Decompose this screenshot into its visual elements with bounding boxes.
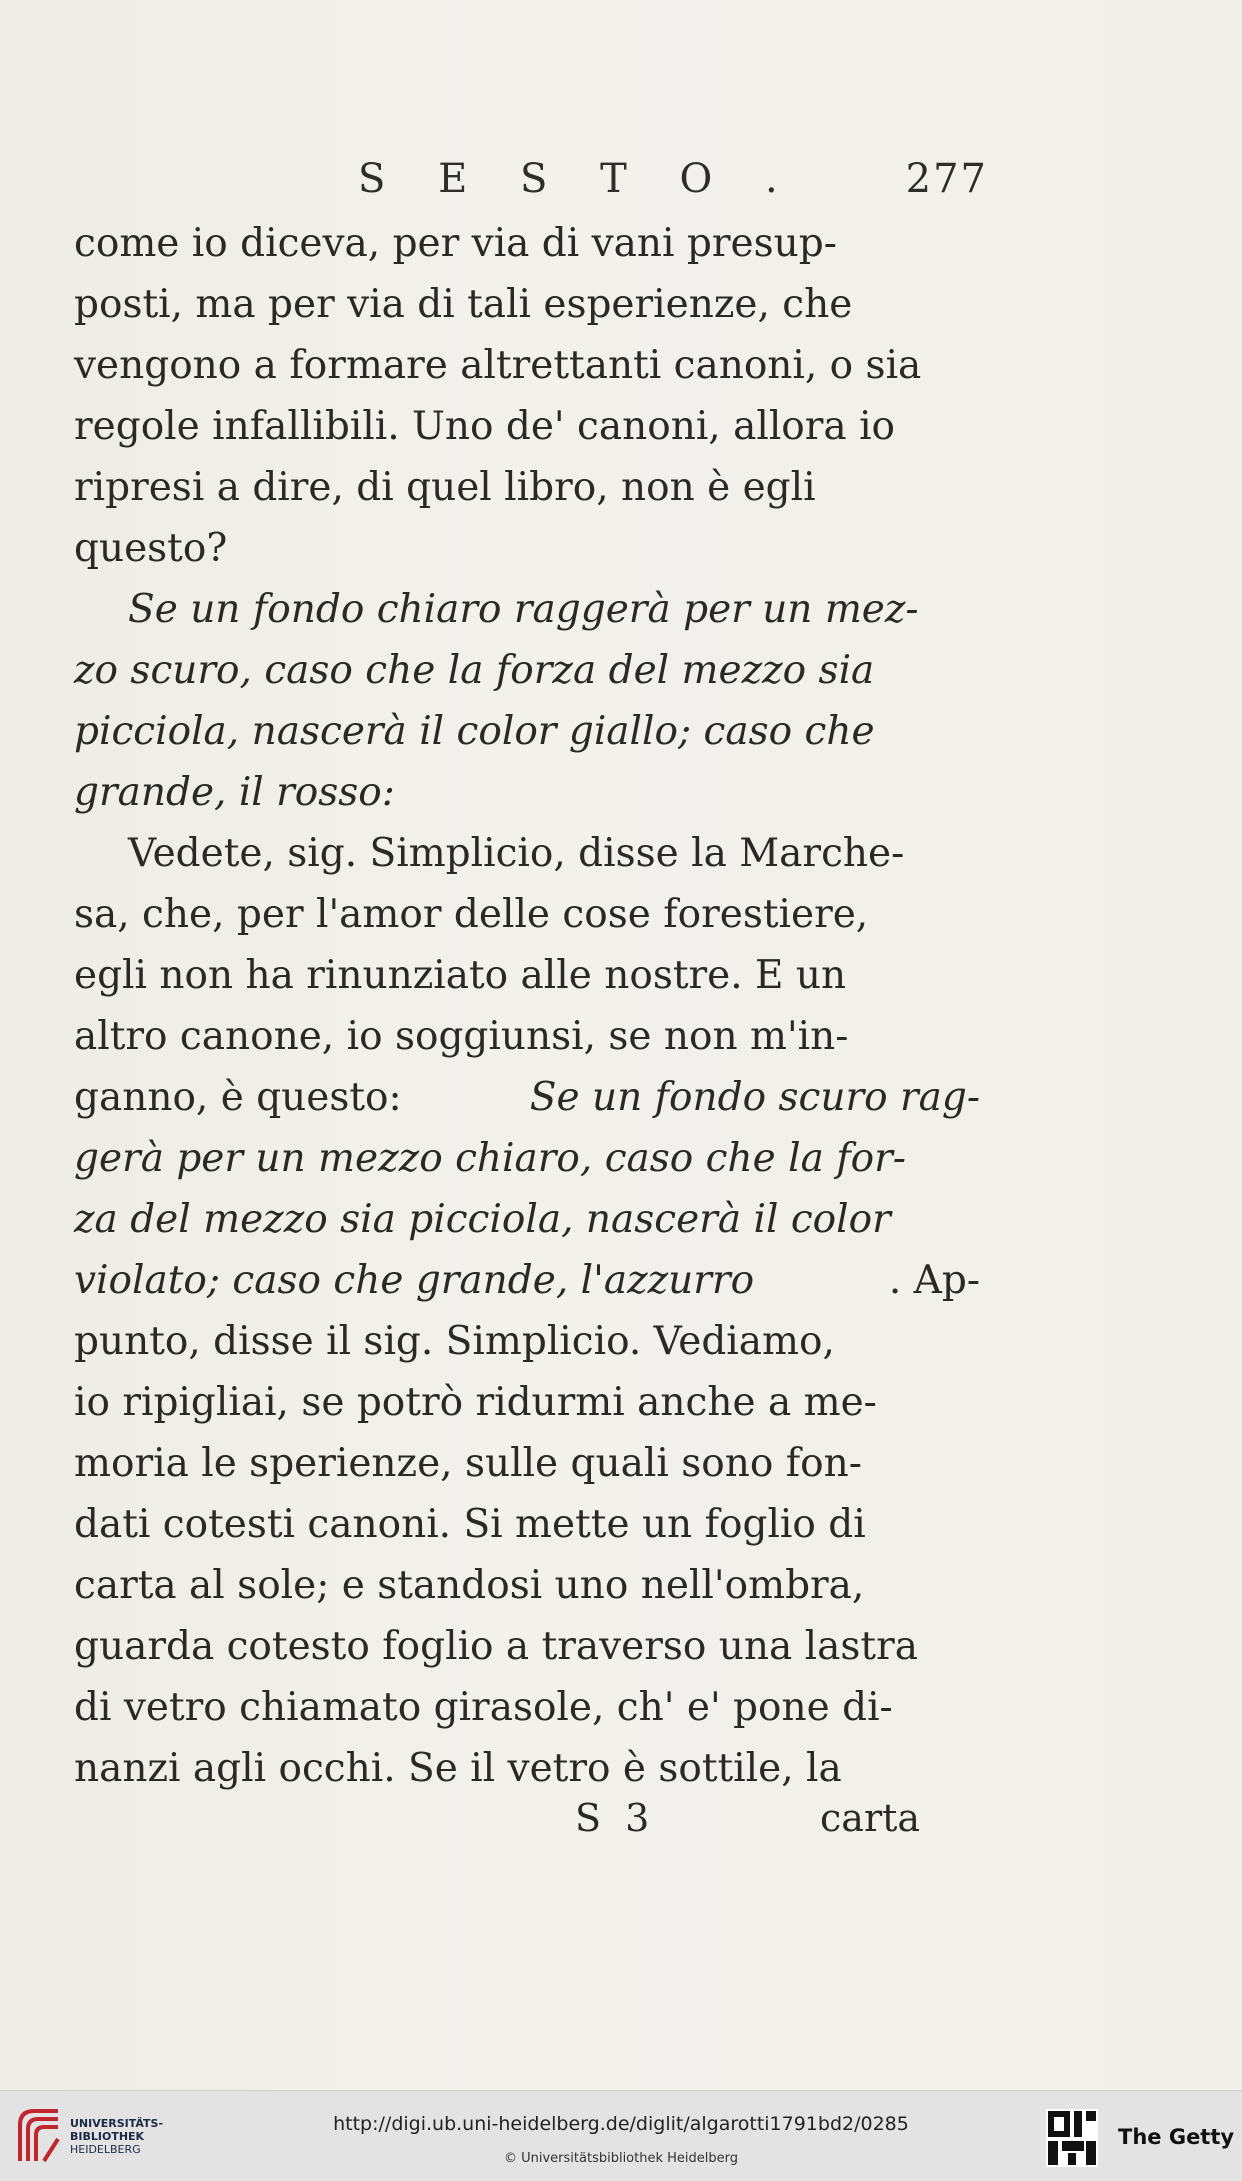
text-line: vengono a formare altrettanti canoni, o sia [74,343,922,388]
catchword: carta [820,1796,921,1840]
page-header [358,150,988,210]
text-line-italic: Se un fondo chiaro raggerà per un mez- [128,587,919,632]
text-line: io ripigliai, se potrò ridurmi anche a me- [74,1380,877,1425]
page-number: 277 [905,156,988,202]
text-line-italic: gerà per un mezzo chiaro, caso che la for- [74,1136,906,1181]
text-line-italic: za del mezzo sia picciola, nascerà il color [74,1197,891,1242]
university-library-name: UNIVERSITÄTS- BIBLIOTHEK HEIDELBERG [70,2117,164,2156]
text-line-mixed: violato; caso che grande, l'azzurro . Ap- [74,1258,980,1303]
permalink-url[interactable]: http://digi.ub.uni-heidelberg.de/diglit/algarotti1791bd2/0285 [333,2113,909,2135]
text-line: regole infallibili. Uno de' canoni, allora io [74,404,896,449]
body-text [74,213,980,1799]
text-line: altro canone, io soggiunsi, se non m'in- [74,1014,849,1059]
text-line-italic: picciola, nascerà il color giallo; caso che [74,709,875,754]
text-line-italic: zo scuro, caso che la forza del mezzo sia [74,648,875,693]
text-line: questo? [74,526,228,571]
text-line: carta al sole; e standosi uno nell'ombra, [74,1563,865,1608]
signature-mark: S 3 [575,1796,656,1840]
text-line: dati cotesti canoni. Si mette un foglio di [74,1502,866,1547]
text-line-italic: grande, il rosso: [74,770,395,815]
text-line: punto, disse il sig. Simplicio. Vediamo, [74,1319,835,1364]
text-line: ripresi a dire, di quel libro, non è egli [74,465,816,510]
text-line: egli non ha rinunziato alle nostre. E un [74,953,847,998]
getty-logo-icon [1046,2109,1098,2167]
getty-name: The Getty [1118,2125,1235,2149]
text-line: posti, ma per via di tali esperienze, che [74,282,853,327]
viewer-footer-bar [0,2090,1242,2181]
page-footer [0,1790,1242,1850]
text-line: Vedete, sig. Simplicio, disse la Marche- [128,831,905,876]
running-head: S E S T O . [358,156,798,202]
copyright-notice: © Universitätsbibliothek Heidelberg [503,2151,738,2166]
text-line: moria le sperienze, sulle quali sono fon- [74,1441,862,1486]
text-line: nanzi agli occhi. Se il vetro è sottile, la [74,1746,842,1791]
text-line: come io diceva, per via di vani presup- [74,221,837,266]
text-line: guarda cotesto foglio a traverso una lastra [74,1624,918,1669]
text-line: sa, che, per l'amor delle cose forestiere, [74,892,869,937]
text-line-mixed: ganno, è questo: Se un fondo scuro rag- [74,1075,980,1120]
text-line: di vetro chiamato girasole, ch' e' pone di- [74,1685,893,1730]
